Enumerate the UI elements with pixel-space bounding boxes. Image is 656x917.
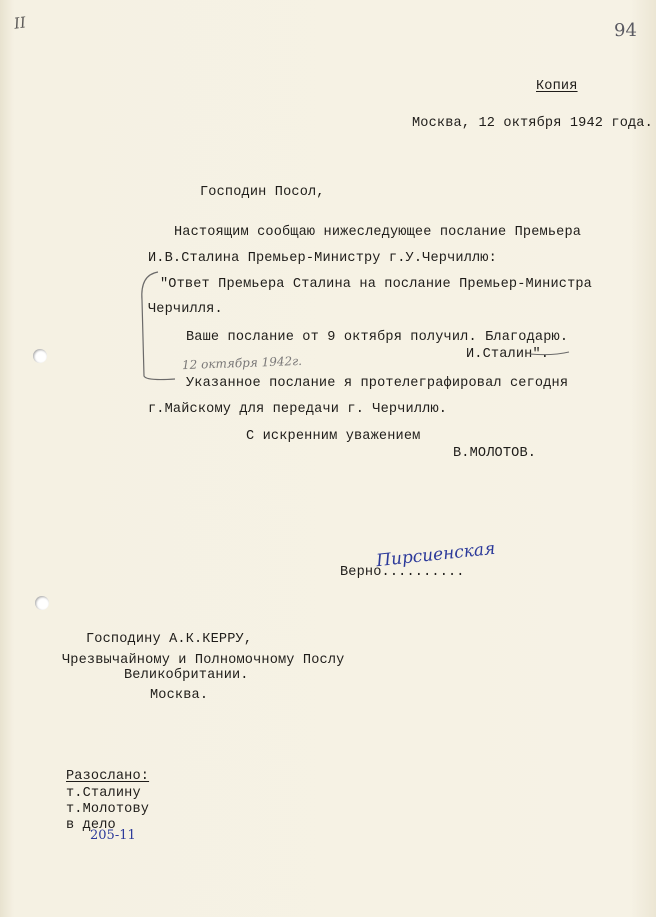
copy-label: Копия — [536, 79, 578, 94]
recipient-line-1: Господину А.К.КЕРРУ, — [86, 632, 253, 647]
place-date: Москва, 12 октября 1942 года. — [412, 116, 653, 131]
corner-mark: II — [12, 13, 28, 33]
quote-line-2: Черчилля. — [148, 302, 223, 317]
punch-hole-bottom — [35, 596, 49, 610]
recipient-line-2: Чрезвычайному и Полномочному Послу — [62, 653, 345, 668]
distribution-item: т.Сталину — [66, 786, 141, 801]
recipient-line-3: Великобритании. — [124, 668, 249, 683]
distribution-header: Разослано: — [66, 769, 150, 784]
quote-line-1: "Ответ Премьера Сталина на послание Премьер-Министра — [160, 277, 592, 292]
quote-signature: И.Сталин". — [466, 347, 550, 362]
body-line-3: Указанное послание я протелеграфировал сегодня — [186, 376, 569, 391]
salutation: Господин Посол, — [200, 185, 325, 200]
distribution-note: 205-11 — [90, 828, 136, 843]
page-number: 94 — [614, 20, 637, 41]
punch-hole-top — [33, 349, 47, 363]
recipient-line-4: Москва. — [150, 688, 209, 703]
distribution-item: в дело — [66, 818, 116, 833]
body-line-2: И.В.Сталина Премьер-Министру г.У.Черчиллю: — [148, 251, 497, 266]
body-line-4: г.Майскому для передачи г. Черчиллю. — [148, 402, 448, 417]
verno-signature: Пирсиенская — [375, 538, 497, 572]
verno-label: Верно.......... — [340, 565, 465, 580]
signature: В.МОЛОТОВ. — [453, 446, 537, 461]
quote-line-3: Ваше послание от 9 октября получил. Благодарю. — [186, 330, 569, 345]
distribution-item: т.Молотову — [66, 802, 150, 817]
body-line-1: Настоящим сообщаю нижеследующее послание Премьера — [174, 225, 582, 240]
closing: С искренним уважением — [246, 429, 421, 444]
margin-date-note: 12 октября 1942г. — [181, 353, 303, 373]
